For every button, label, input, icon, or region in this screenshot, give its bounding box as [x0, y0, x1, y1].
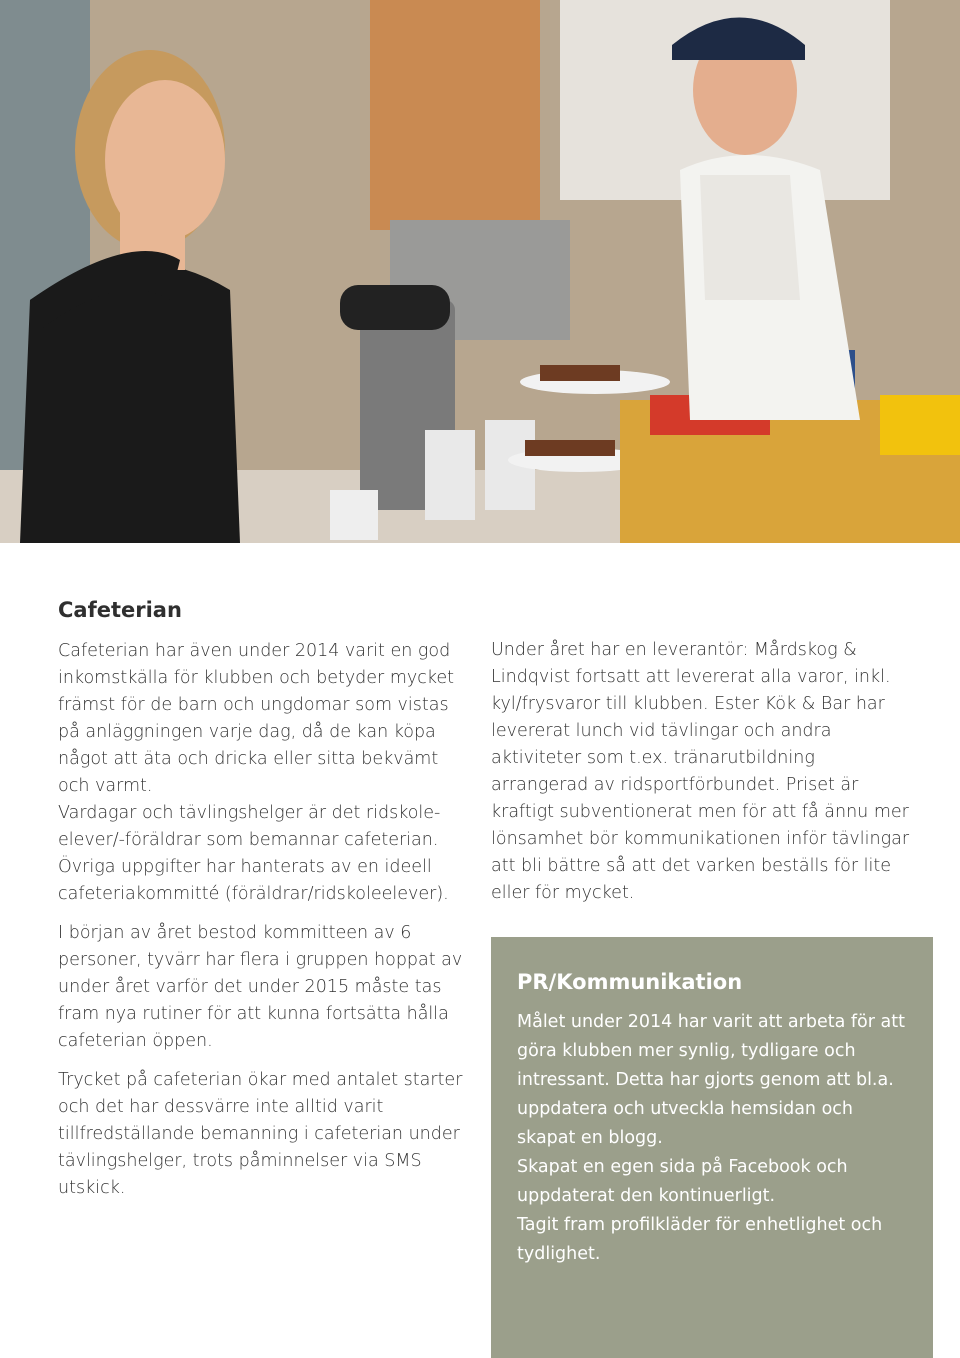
paragraph: Under året har en leverantör: Mårdskog & Lindqvist fortsatt att levererat alla varor, inkl. kyl/frysvaror till klubben. Ester Kök & Bar har levererat lunch vid tävlingar och andra aktiviteter som t.ex. tränarutbildning arrangerad av ridsportförbundet. Priset är kraftigt subventionerat men för att få ännu mer lönsamhet bör kommunikationen inför tävlingar att bli bättre så att det varken beställs för lite eller för mycket.: [491, 640, 910, 903]
left-column: [58, 638, 473, 1214]
paragraph: Trycket på cafeterian ökar med antalet starter och det har dessvärre inte alltid varit tillfredställande bemanning i cafeterian under tävlingshelger, trots påminnelser via SMS utskick.: [58, 1070, 463, 1198]
pr-text: Målet under 2014 har varit att arbeta för att göra klubben mer synlig, tydligare och intressant. Detta har gjorts genom att bl.a. uppdatera och utveckla hemsidan och skapat en blogg. Skapat en egen sida på Facebook och uppdaterat den kontinuerligt. Tagit fram profilkläder för enhetlighet och tydlighet.: [517, 1012, 905, 1264]
right-column: [491, 637, 911, 919]
photo-illustration: [0, 0, 960, 543]
cafeteria-photo: [0, 0, 960, 543]
pr-box: [491, 937, 933, 1358]
paragraph: Cafeterian har även under 2014 varit en god inkomstkälla för klubben och betyder mycket främst för de barn och ungdomar som vistas på anläggningen varje dag, då de kan köpa något att äta och dricka eller sitta bekvämt och varmt. Vardagar och tävlingshelger är det ridskole-elever/-föräldrar som bemannar cafeterian. Övriga uppgifter har hanterats av en ideell cafeteriakommitté (föräldrar/ridskoleelever).: [58, 641, 454, 904]
page-title: Cafeterian: [58, 598, 182, 622]
section-heading: PR/Kommunikation: [517, 970, 743, 994]
paragraph: I början av året bestod kommitteen av 6 personer, tyvärr har flera i gruppen hoppat av under året varför det under 2015 måste tas fram nya rutiner för att kunna fortsätta hålla cafeterian öppen.: [58, 923, 463, 1051]
